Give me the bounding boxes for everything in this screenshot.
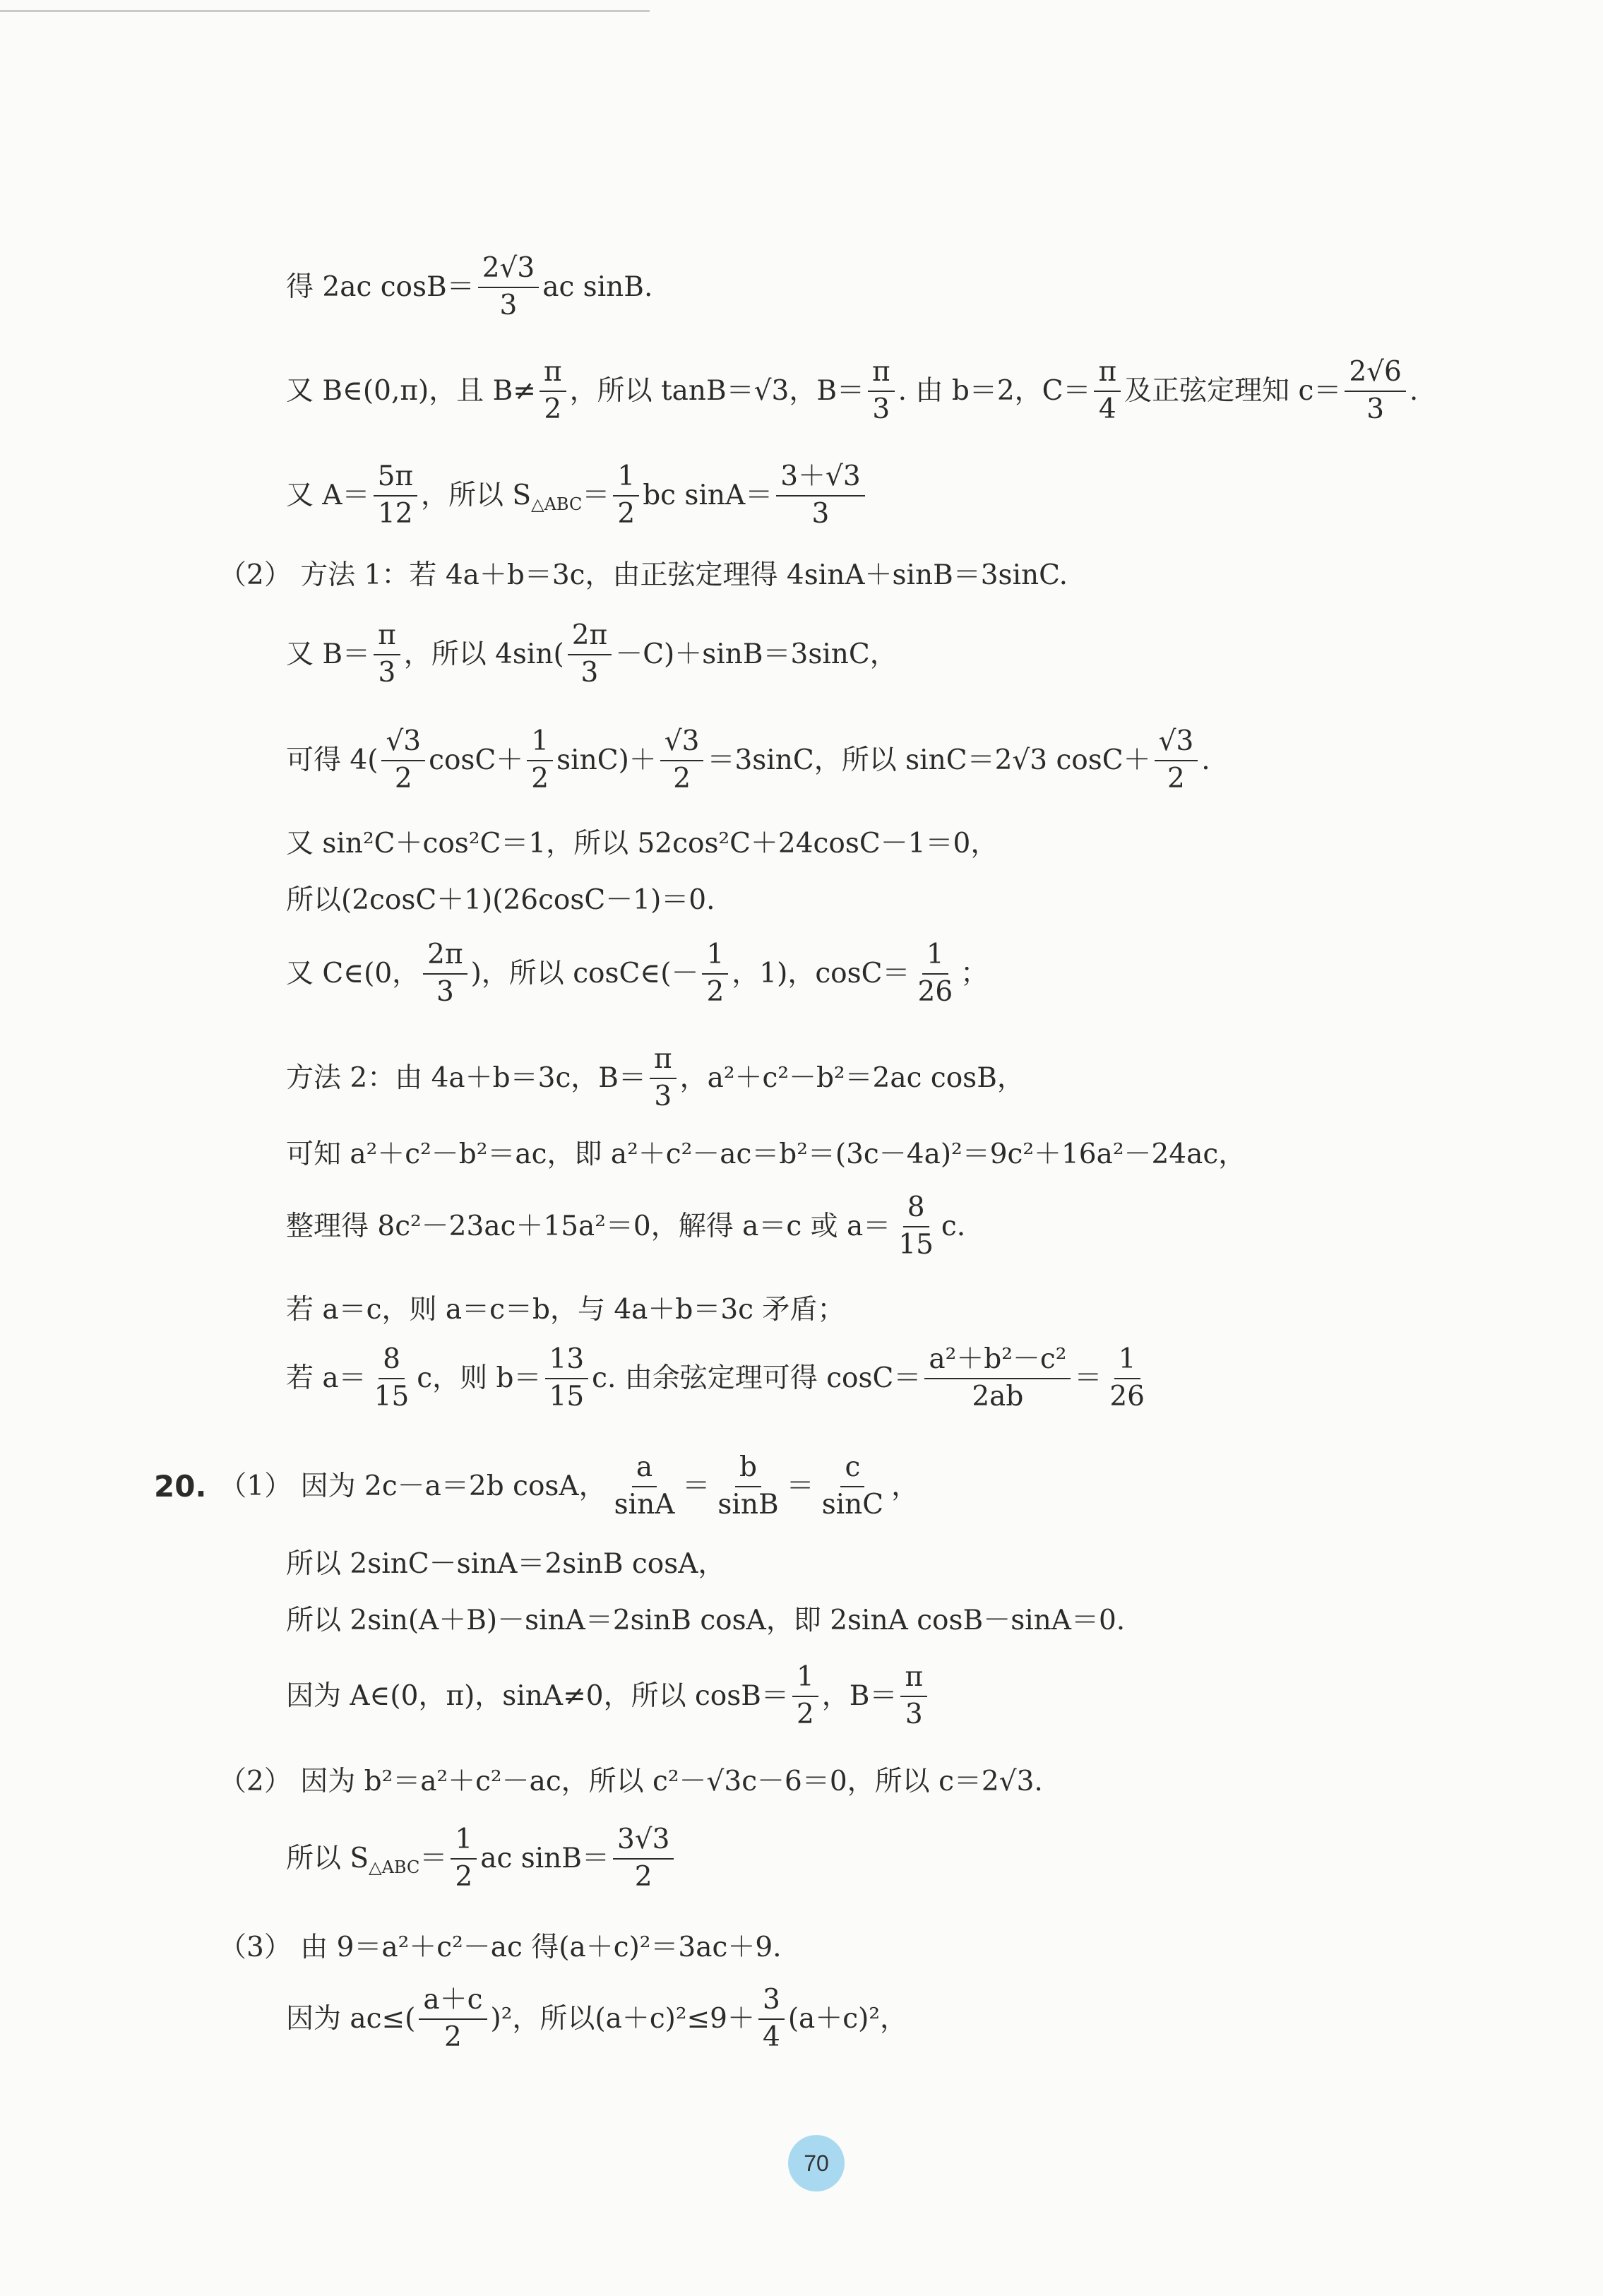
fraction [478,254,539,321]
text: 方法 2：由 4a＋b＝3c，B＝ [286,1062,646,1095]
denominator: 2 [706,975,725,1008]
p20-line-8 [286,1986,907,2052]
p20-line-5 [219,1766,1043,1797]
numerator: 3 [758,1986,785,2020]
text: 若 a＝c，则 a＝c＝b，与 4a＋b＝3c 矛盾； [286,1294,845,1326]
text: 所以 2sin(A＋B)－sinA＝2sinB cosA，即 2sinA cosB－sinA＝0. [286,1605,1126,1636]
fraction [613,1826,674,1892]
text: 因为 ac≤( [286,2003,416,2035]
p19-line-5 [286,621,898,688]
denominator: 2 [455,1860,473,1893]
text: )²，所以(a＋c)²≤9＋ [490,2003,755,2035]
fraction [451,1826,477,1892]
p20-line-2 [286,1548,725,1580]
denominator: 3 [378,656,396,689]
numerator: π [374,621,400,655]
problem-number: 20. [154,1468,207,1504]
numerator: π [868,358,895,392]
p19-line-6 [286,727,1210,794]
subscript: △ABC [369,1857,420,1877]
numerator: a²＋b²－c² [924,1345,1071,1379]
text: ac sinB. [542,271,653,304]
numerator: 1 [792,1663,818,1697]
denominator: sinB [717,1488,779,1521]
text: bc sinA＝ [643,480,773,512]
fraction [924,1345,1071,1412]
p20-line-7 [219,1932,782,1963]
text: ，所以 S [421,480,532,512]
text: 所以(2cosC＋1)(26cosC－1)＝0. [286,884,715,916]
text: ； [960,958,989,990]
denominator: 15 [898,1228,934,1261]
text: （1） 因为 2c－a＝2b cosA， [219,1470,607,1503]
p20-line-6 [286,1826,677,1892]
text: ， [891,1470,919,1503]
fraction [370,1345,414,1412]
numerator: a＋c [419,1986,487,2020]
denominator: 2 [634,1860,652,1893]
text: c. 由余弦定理可得 cosC＝ [592,1362,922,1395]
denominator: 15 [374,1380,410,1412]
text: ，a²＋c²－b²＝2ac cosB， [679,1062,1025,1095]
denominator: 3 [1366,393,1385,425]
denominator: 3 [499,289,518,321]
subscript: △ABC [531,494,583,514]
fraction [868,358,895,424]
fraction [758,1986,785,2052]
fraction [374,621,400,688]
numerator: π [1094,358,1121,392]
text: 所以 2sinC－sinA＝2sinB cosA， [286,1548,726,1580]
denominator: 2 [1167,762,1185,795]
denominator: 2 [531,762,549,795]
numerator: 1 [527,727,553,761]
denominator: 2 [796,1698,814,1730]
numerator: 2√6 [1345,358,1405,392]
text: c，则 b＝ [417,1362,542,1395]
numerator: 1 [922,941,948,975]
text: ＝ [786,1470,814,1503]
p19-line-1 [286,254,652,321]
denominator: 15 [549,1380,585,1412]
fraction [792,1663,818,1730]
fraction [419,1986,487,2052]
p20-line-1 [154,1453,919,1520]
p19-line-4 [219,559,1068,591]
p19-line-7 [286,828,998,859]
p19-line-10 [286,1045,1025,1112]
p19-line-14 [286,1345,1152,1412]
numerator: √3 [381,727,425,761]
text: cosC＋ [429,744,524,777]
text: ＝ [419,1843,448,1875]
numerator: 1 [613,463,639,496]
numerator: 1 [702,941,728,975]
numerator: 3＋√3 [776,463,864,496]
fraction [776,460,864,530]
denominator: sinA [614,1488,675,1521]
denominator: 3 [905,1698,923,1730]
fraction [1094,358,1121,424]
p20-line-3 [286,1605,1125,1636]
fraction [1105,1345,1149,1412]
text: 又 A＝ [286,480,370,512]
numerator: b [735,1453,761,1487]
numerator: 2π [423,941,467,975]
page-number: 70 [804,2150,829,2176]
denominator: 3 [654,1080,672,1112]
fraction [713,1453,782,1520]
text: 及正弦定理知 c＝ [1124,375,1342,408]
fraction [540,358,566,424]
numerator: 1 [1114,1345,1140,1379]
page-number-badge [788,2135,845,2191]
p19-line-13 [286,1294,845,1326]
text: 整理得 8c²－23ac＋15a²＝0，解得 a＝c 或 a＝ [286,1211,891,1243]
denominator: 2ab [972,1380,1024,1412]
fraction [423,941,467,1007]
fraction [894,1191,938,1261]
p19-line-2 [286,358,1418,424]
fraction [660,727,704,794]
denominator: 4 [1098,393,1116,425]
text: 因为 A∈(0，π)，sinA≠0，所以 cosB＝ [286,1680,789,1713]
text: . [1409,375,1419,408]
denominator: 26 [917,975,953,1008]
denominator: 2 [544,393,562,425]
denominator: 2 [394,762,412,795]
text: ，所以 4sin( [403,638,564,671]
p19-line-3 [286,460,869,530]
text: 又 B＝ [286,638,371,671]
text: . [1201,744,1210,777]
numerator: π [540,358,566,392]
fraction [818,1453,888,1520]
top-rule [0,10,650,12]
text: 又 C∈(0， [286,958,420,990]
denominator: 3 [811,497,830,530]
text: 又 B∈(0,π)，且 B≠ [286,375,536,408]
fraction [613,460,639,530]
text: ＝3sinC，所以 sinC＝2√3 cosC＋ [707,744,1151,777]
denominator: 2 [617,497,636,530]
text: sinC)＋ [556,744,657,777]
text: 所以 S [286,1843,369,1875]
p19-line-11 [286,1138,1246,1170]
text: ＝ [682,1470,710,1503]
fraction [914,941,958,1007]
denominator: 3 [436,975,454,1008]
text: ，1)，cosC＝ [732,958,910,990]
text: (a＋c)²， [787,2003,907,2035]
text: 得 2ac cosB＝ [286,271,475,304]
text: 可知 a²＋c²－b²＝ac，即 a²＋c²－ac＝b²＝(3c－4a)²＝9c²＋16a²－24ac， [286,1138,1246,1170]
p19-line-12 [286,1191,966,1261]
text: （2） 因为 b²＝a²＋c²－ac，所以 c²－√3c－6＝0，所以 c＝2√3. [219,1766,1043,1797]
numerator: √3 [660,727,704,761]
text: . 由 b＝2，C＝ [898,375,1091,408]
fraction [381,727,425,794]
p20-line-4 [286,1663,931,1730]
text: ac sinB＝ [480,1843,609,1875]
fraction [568,621,612,688]
text: （3） 由 9＝a²＋c²－ac 得(a＋c)²＝3ac＋9. [219,1932,782,1963]
fraction [702,941,728,1007]
denominator: 2 [444,2021,462,2053]
text: c. [941,1211,966,1243]
denominator: 26 [1109,1380,1145,1412]
fraction [1345,358,1405,424]
fraction [527,727,553,794]
text: 可得 4( [286,744,379,777]
fraction [545,1345,589,1412]
numerator: 8 [903,1194,929,1227]
p19-line-9 [286,941,988,1007]
denominator: 3 [872,393,890,425]
fraction [900,1663,927,1730]
denominator: 4 [763,2021,780,2053]
numerator: 2π [568,621,612,655]
numerator: π [900,1663,927,1697]
numerator: 2√3 [478,254,539,288]
text: （2） 方法 1：若 4a＋b＝3c，由正弦定理得 4sinA＋sinB＝3sinC. [219,559,1068,591]
numerator: 5π [374,463,417,496]
numerator: c [840,1453,864,1487]
text: －C)＋sinB＝3sinC， [615,638,898,671]
denominator: sinC [821,1488,884,1521]
text: )，所以 cosC∈(－ [470,958,699,990]
numerator: √3 [1155,727,1198,761]
fraction [374,460,417,530]
text: 又 sin²C＋cos²C＝1，所以 52cos²C＋24cosC－1＝0， [286,828,999,859]
text: ＝ [1074,1362,1102,1395]
text: ，B＝ [821,1680,898,1713]
numerator: 13 [545,1345,589,1379]
denominator: 2 [673,762,691,795]
fraction [650,1045,677,1112]
fraction [610,1453,679,1520]
text: ＝ [582,480,610,512]
text: 若 a＝ [286,1362,367,1395]
numerator: a [632,1453,657,1487]
text: ，所以 tanB＝√3，B＝ [569,375,865,408]
denominator: 12 [377,497,413,530]
denominator: 3 [580,656,599,689]
p19-line-8 [286,884,715,916]
numerator: 3√3 [613,1826,674,1860]
numerator: 8 [379,1345,405,1379]
numerator: π [650,1045,677,1079]
fraction [1155,727,1198,794]
numerator: 1 [451,1826,477,1860]
